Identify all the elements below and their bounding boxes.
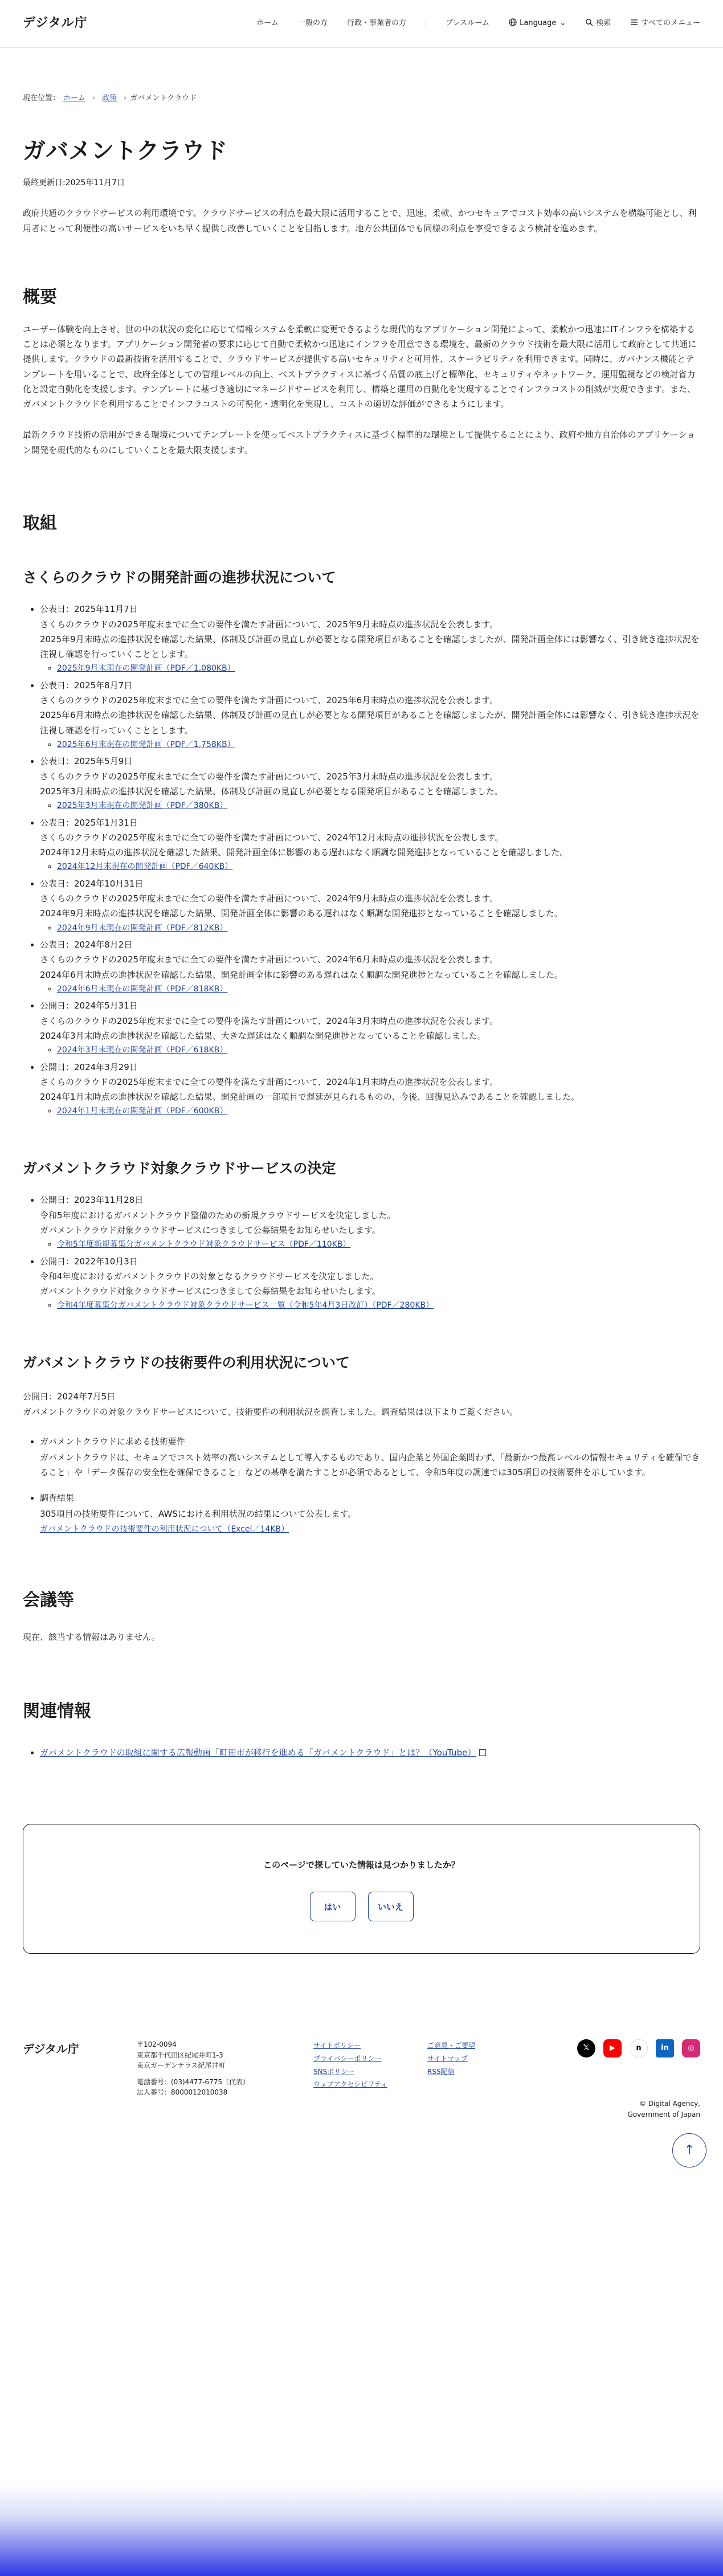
pdf-link[interactable]: 2025年9月末現在の開発計画（PDF／1,080KB）	[57, 664, 235, 673]
list-item	[40, 1254, 700, 1313]
footer-links-policy	[313, 2039, 427, 2148]
global-nav	[256, 17, 700, 30]
entry-text: さくらのクラウドの2025年度末までに全ての要件を満たす計画について、2024年3月末時点の進捗状況を公表します。	[40, 1015, 499, 1026]
entry-text: 2024年9月末時点の進捗状況を確認した結果、開発計画全体に影響のある遅れはなく順調な開発進捗となっていることを確認しました。	[40, 908, 563, 919]
chevron-right-icon: ›	[124, 94, 127, 103]
target-cloud-heading: ガバメントクラウド対象クラウドサービスの決定	[23, 1160, 336, 1177]
nav-language[interactable]	[509, 17, 566, 30]
footer-link[interactable]: サイトマップ	[427, 2054, 468, 2063]
list-item	[40, 998, 700, 1057]
nav-all-menu-label: すべてのメニュー	[641, 19, 700, 28]
nav-pressroom[interactable]: プレスルーム	[446, 19, 490, 28]
entry-title: • ガバメントクラウドに求める技術要件	[40, 1436, 185, 1447]
site-logo[interactable]: デジタル庁	[23, 16, 88, 31]
entry-text: さくらのクラウドの2025年度末までに全ての要件を満たす計画について、2024年1月末時点の進捗状況を公表します。	[40, 1076, 499, 1087]
tech-requirements-section	[23, 1354, 700, 1537]
list-item	[40, 1745, 700, 1760]
chevron-down-icon: ⌄	[559, 19, 566, 28]
footer-gradient	[0, 2485, 723, 2576]
initiatives-heading: 取組	[23, 513, 57, 533]
overview-heading: 概要	[23, 287, 57, 307]
entry-text: さくらのクラウドの2025年度末までに全ての要件を満たす計画について、2025年3月末時点の進捗状況を公表します。	[40, 771, 499, 782]
meetings-text: 現在、該当する情報はありません。	[23, 1631, 160, 1642]
postal-code: 〒102-0094	[137, 2040, 177, 2048]
entry-text: 2025年9月末時点の進捗状況を確認した結果、体制及び計画の見直しが必要となる開発項目があることを確認しましたが、開発計画全体には影響なく、引き続き進捗状況を注視し確認を行っていくこととします。	[40, 634, 700, 659]
overview-paragraph: 最新クラウド技術の活用ができる環境についてテンプレートを使ってベストプラクティスに基づく標準的な環境として提供することにより、政府や地方自治体のアプリケーション開発を現代的なものにしていくことを最大限支援します。	[23, 430, 696, 455]
related-heading: 関連情報	[23, 1701, 91, 1721]
footer-link[interactable]: RSS配信	[427, 2067, 455, 2076]
youtube-link[interactable]: ガバメントクラウドの取組に関する広報動画「町田市が移行を進める「ガバメントクラウド」とは？（YouTube）	[40, 1747, 476, 1758]
overview-paragraph: ユーザー体験を向上させ、世の中の状況の変化に応じて情報システムを柔軟に変更できるような現代的なアプリケーション開発によって、柔軟かつ迅速にITインフラを構築することは必須となります。アプリケーション開発者の要求に応じて自動で柔軟かつ迅速にインフラを用意できる環境を、最新のクラウド技術を最大限に活用して政府として共通に提供します。クラウドの最新技術を活用することで、クラウドサービスが提供する高いセキュリティと可用性、スケーラビリティを利用できます。同時に、ガバナンス機能とテンプレートを用いることで、政府全体としての管理レベルの向上、ベストプラクティスに基づく品質の底上げと標準化、セキュリティやネットワーク、運用監視などの検討省力化と設定自動化を支援します。テンプレートに基づき適切にマネージドサービスを利用し、構築と運用の自動化を実現することでインフラコストの削減が実現できます。また、ガバメントクラウドを利用することでインフラコストの可視化・透明化を実現し、コストの適切な評価ができるようにします。	[23, 324, 697, 409]
entry-date: • 公開日：2023年11月28日	[40, 1195, 144, 1206]
entry-text: 2025年3月末時点の進捗状況を確認した結果、体制及び計画の見直しが必要となる開発項目があることを確認しました。	[40, 786, 503, 797]
meetings-heading: 会議等	[23, 1590, 74, 1610]
copyright	[628, 2099, 701, 2120]
entry-date: • 公開日：2022年10月3日	[40, 1256, 138, 1267]
list-item	[40, 754, 700, 813]
instagram-icon[interactable]: ◎	[682, 2039, 700, 2057]
tech-intro: ガバメントクラウドの対象クラウドサービスについて、技術要件の利用状況を調査しました。調査結果は以下よりご覧ください。	[23, 1406, 518, 1417]
sakura-heading: さくらのクラウドの開発計画の進捗状況について	[23, 569, 336, 586]
feedback-question: このページで探していた情報は見つかりましたか？	[263, 1860, 460, 1870]
entry-text: さくらのクラウドの2025年度末までに全ての要件を満たす計画について、2024年6月末時点の進捗状況を公表します。	[40, 954, 499, 965]
pdf-link[interactable]: 2024年1月末現在の開発計画（PDF／600KB）	[57, 1107, 228, 1116]
entry-title: • 調査結果	[40, 1492, 75, 1503]
page-lead: 政府共通のクラウドサービスの利用環境です。クラウドサービスの利点を最大限に活用することで、迅速、柔軟、かつセキュアでコスト効率の高いシステムを構築可能とし、利用者にとって利便性の高いサービスをいち早く提供し改善していくことを目指します。地方公共団体でも同様の利点を享受できるよう検討を進めます。	[23, 208, 697, 234]
nav-general[interactable]: 一般の方	[298, 19, 328, 28]
pdf-link[interactable]: 2024年3月末現在の開発計画（PDF／618KB）	[57, 1046, 228, 1055]
entry-text: 2024年6月末時点の進捗状況を確認した結果、開発計画全体に影響のある遅れはなく順調な開発進捗となっていることを確認しました。	[40, 969, 563, 980]
entry-text: さくらのクラウドの2025年度末までに全ての要件を満たす計画について、2025年6月末時点の進捗状況を公表します。	[40, 695, 499, 705]
sakura-entry-list	[23, 602, 700, 1118]
list-item	[40, 876, 700, 935]
nav-home[interactable]: ホーム	[256, 19, 279, 28]
decision-entry-list	[23, 1193, 700, 1313]
footer-link[interactable]: SNSポリシー	[313, 2067, 355, 2076]
breadcrumb-home[interactable]: ホーム	[63, 94, 86, 103]
list-item	[40, 1491, 700, 1537]
youtube-icon[interactable]: ▶	[603, 2039, 622, 2057]
pdf-link[interactable]: 2024年9月末現在の開発計画（PDF／812KB）	[57, 923, 228, 933]
entry-date: • 公表日：2025年5月9日	[40, 756, 133, 767]
copyright-line: Government of Japan	[627, 2110, 700, 2119]
footer-links-misc	[427, 2039, 541, 2148]
meetings-section	[23, 1589, 700, 1644]
pdf-link[interactable]: 2025年6月末現在の開発計画（PDF／1,758KB）	[57, 740, 235, 749]
external-link-icon	[479, 1749, 486, 1756]
feedback-no-button[interactable]: いいえ	[368, 1892, 414, 1921]
entry-text: さくらのクラウドの2025年度末までに全ての要件を満たす計画について、2024年12月末時点の進捗状況を公表します。	[40, 832, 504, 843]
entry-date: • 公表日：2025年11月7日	[40, 604, 138, 615]
entry-text: ガバメントクラウド対象クラウドサービスにつきまして公募結果をお知らせいたします。	[40, 1224, 381, 1235]
hamburger-icon	[630, 18, 638, 26]
entry-text: ガバメントクラウドは、セキュアでコスト効率の高いシステムとして導入するものであり、国内企業と外国企業問わず、「最新かつ最高レベルの情報セキュリティを確保できること」や「データ保存の安全性を確保できること」などの基準を満たすことが必須であるとして、令和5年度の調達では305項目の技術要件を示しています。	[40, 1452, 700, 1478]
target-cloud-decision-section	[23, 1160, 700, 1313]
list-item	[40, 678, 700, 752]
entry-text: 2024年12月末時点の進捗状況を確認した結果、開発計画全体に影響のある遅れはなく順調な開発進捗となっていることを確認しました。	[40, 847, 569, 858]
pdf-link[interactable]: 2024年12月末現在の開発計画（PDF／640KB）	[57, 862, 233, 872]
site-header	[0, 0, 723, 48]
nav-search[interactable]	[585, 17, 611, 30]
footer-link[interactable]: ご意見・ご要望	[427, 2042, 476, 2050]
last-updated: 最終更新日:2025年11月7日	[23, 178, 125, 187]
list-item	[40, 1193, 700, 1251]
entry-text: さくらのクラウドの2025年度末までに全ての要件を満たす計画について、2025年9月末時点の進捗状況を公表します。	[40, 619, 499, 630]
nav-language-label: Language	[520, 19, 557, 28]
list-item	[40, 602, 700, 676]
related-section	[23, 1700, 700, 1760]
entry-date: • 公開日：2024年3月29日	[40, 1062, 138, 1072]
pdf-link[interactable]: 令和5年度新規募集分ガバメントクラウド対象クラウドサービス（PDF／110KB）	[57, 1240, 351, 1249]
excel-link[interactable]: ガバメントクラウドの技術要件の利用状況について（Excel／14KB）	[40, 1525, 289, 1534]
list-item	[40, 1434, 700, 1480]
tech-requirements-heading: ガバメントクラウドの技術要件の利用状況について	[23, 1354, 350, 1371]
entry-date: • 公表日：2024年10月31日	[40, 878, 144, 889]
site-footer	[0, 2039, 723, 2148]
entry-text: ガバメントクラウド対象クラウドサービスにつきまして公募結果をお知らせいたします。	[40, 1286, 381, 1296]
feedback-box	[23, 1824, 700, 1954]
entry-text: 2024年1月末時点の進捗状況を確認した結果、開発計画の一部項目で遅延が見られるものの、今後、回復見込みであることを確認しました。	[40, 1092, 580, 1102]
related-list	[23, 1745, 700, 1760]
initiatives-section	[23, 512, 700, 1537]
footer-link[interactable]: プライバシーポリシー	[313, 2054, 382, 2063]
globe-icon	[509, 18, 517, 26]
entry-text: 305項目の技術要件について、AWSにおける利用状況の結果について公表します。	[40, 1508, 357, 1519]
entry-date: • 公表日：2025年8月7日	[40, 680, 133, 691]
entry-text: 2025年6月末時点の進捗状況を確認した結果、体制及び計画の見直しが必要となる開発項目があることを確認しましたが、開発計画全体には影響なく、引き続き進捗状況を注視し確認を行っていくこととします。	[40, 710, 700, 736]
sakura-progress-section	[23, 569, 700, 1118]
social-links	[577, 2039, 700, 2148]
copyright-line: © Digital Agency,	[639, 2100, 700, 2108]
chevron-right-icon: ›	[92, 94, 96, 103]
breadcrumb	[23, 92, 700, 105]
entry-text: 2024年3月末時点の進捗状況を確認した結果、大きな遅延はなく順調な開発進捗となっていることを確認しました。	[40, 1030, 486, 1041]
feedback-yes-button[interactable]: はい	[310, 1892, 356, 1921]
entry-text: 令和5年度におけるガバメントクラウド整備のための新規クラウドサービスを決定しました。	[40, 1210, 396, 1220]
tech-entry-list	[23, 1434, 700, 1537]
address-line: 東京都千代田区紀尾井町1-3	[137, 2051, 223, 2059]
list-item	[40, 1060, 700, 1118]
footer-link[interactable]: ウェブアクセシビリティ	[313, 2080, 387, 2089]
page-title: ガバメントクラウド	[23, 137, 228, 164]
x-icon[interactable]: 𝕏	[577, 2039, 595, 2057]
pdf-link[interactable]: 2025年3月末現在の開発計画（PDF／380KB）	[57, 801, 228, 810]
nav-all-menu[interactable]	[630, 17, 700, 30]
search-icon	[585, 18, 593, 26]
entry-date: • 公表日：2025年1月31日	[40, 817, 138, 828]
pdf-link[interactable]: 令和4年度募集分ガバメントクラウド対象クラウドサービス一覧（令和5年4月3日改訂）（PDF／280KB）	[57, 1301, 434, 1311]
nav-search-label: 検索	[596, 19, 611, 28]
entry-text: 令和4年度におけるガバメントクラウドの対象となるクラウドサービスを決定しました。	[40, 1271, 379, 1281]
breadcrumb-policy[interactable]: 政策	[102, 94, 117, 103]
entry-date: • 公表日：2024年8月2日	[40, 940, 133, 950]
address-line: 東京ガーデンテラス紀尾井町	[137, 2061, 226, 2070]
note-icon[interactable]: n	[630, 2039, 648, 2057]
linkedin-icon[interactable]: in	[656, 2039, 674, 2057]
main-content	[0, 92, 723, 1954]
list-item	[40, 937, 700, 996]
publish-date: 公開日：2024年7月5日	[23, 1391, 116, 1402]
entry-date: • 公開日：2024年5月31日	[40, 1001, 138, 1011]
entry-text: さくらのクラウドの2025年度末までに全ての要件を満たす計画について、2024年9月末時点の進捗状況を公表します。	[40, 893, 499, 904]
breadcrumb-current: ガバメントクラウド	[130, 94, 197, 103]
breadcrumb-prefix: 現在位置：	[23, 94, 60, 103]
phone-number: 電話番号：(03)4477-6775（代表）	[137, 2077, 250, 2086]
footer-address	[137, 2039, 313, 2148]
overview-section	[23, 286, 700, 458]
corporate-number: 法人番号：8000012010038	[137, 2088, 228, 2097]
nav-business[interactable]: 行政・事業者の方	[347, 19, 407, 28]
arrow-up-icon: ↑	[684, 2142, 695, 2157]
list-item	[40, 815, 700, 874]
pdf-link[interactable]: 2024年6月末現在の開発計画（PDF／818KB）	[57, 984, 228, 994]
footer-link[interactable]: サイトポリシー	[313, 2042, 361, 2050]
footer-logo[interactable]: デジタル庁	[23, 2042, 79, 2056]
